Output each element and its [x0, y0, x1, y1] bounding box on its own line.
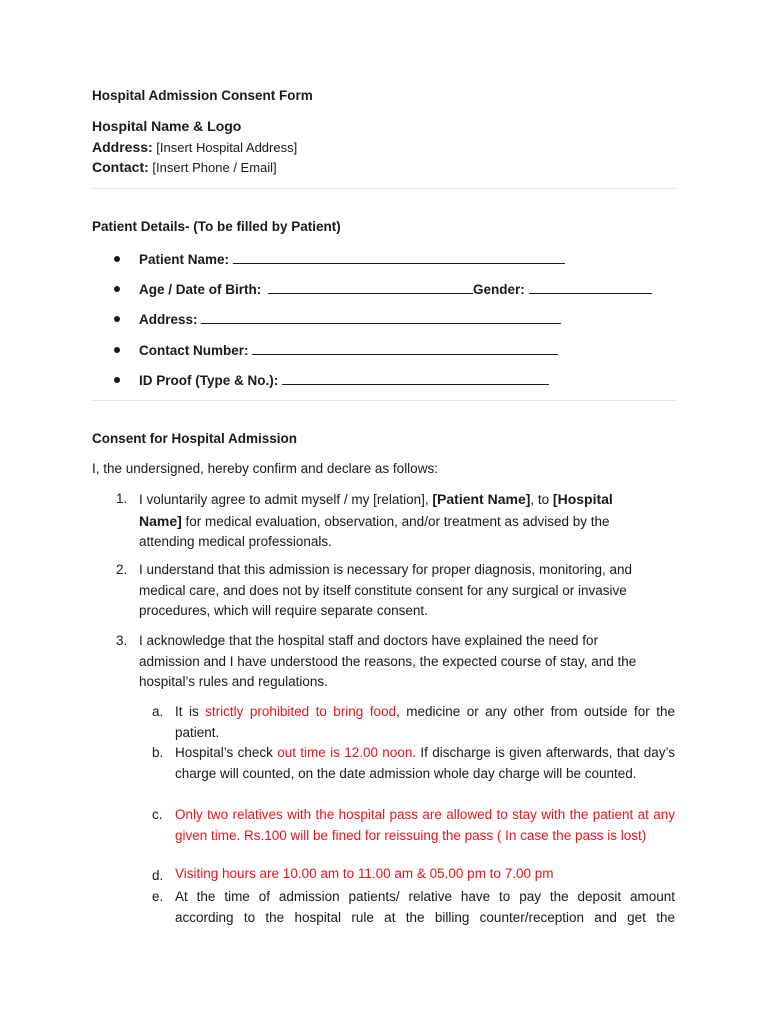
- rule-text: . If discharge is given afterwards, that day’s charge will counted, on the date admission whole day charge will be counted.: [175, 745, 675, 781]
- rule-letter: d.: [152, 868, 164, 883]
- patient-name-placeholder: [Patient Name]: [432, 491, 531, 507]
- rule-a: [175, 702, 675, 743]
- consent-intro: I, the undersigned, hereby confirm and declare as follows:: [92, 461, 438, 476]
- gender-label: Gender:: [473, 282, 525, 297]
- id-proof-blank[interactable]: [282, 371, 549, 385]
- age-dob-blank[interactable]: [268, 280, 473, 294]
- id-proof-label: ID Proof (Type & No.):: [139, 373, 279, 388]
- patient-name-field: [139, 250, 565, 267]
- contact-value: [Insert Phone / Email]: [148, 160, 277, 175]
- age-dob-label: Age / Date of Birth:: [139, 282, 262, 297]
- rule-letter: a.: [152, 704, 164, 719]
- bullet: [114, 256, 120, 262]
- rule-letter: c.: [152, 807, 163, 822]
- consent-heading: Consent for Hospital Admission: [92, 431, 298, 446]
- address-field-label: Address:: [139, 312, 198, 327]
- item-text: I voluntarily agree to admit myself / my [relation],: [139, 492, 433, 507]
- hospital-name-placeholder: [Hospital Name]: [139, 491, 613, 529]
- patient-name-blank[interactable]: [233, 250, 565, 264]
- rule-b: [175, 743, 675, 784]
- rule-c: Only two relatives with the hospital pass are allowed to stay with the patient at any given time. Rs.100 will be fined for reissuing the pass ( In case the pass is lost): [175, 807, 675, 843]
- item-number: 3.: [116, 633, 128, 648]
- contact-number-field: [139, 341, 558, 358]
- address-blank[interactable]: [201, 310, 561, 324]
- hospital-name: Hospital Name & Logo: [92, 118, 242, 134]
- rule-highlight: out time is 12.00 noon: [277, 745, 413, 760]
- address-line: [92, 139, 297, 155]
- id-proof-field: [139, 371, 549, 388]
- item-number: 1.: [116, 491, 128, 506]
- bullet: [114, 347, 120, 353]
- consent-item-2: I understand that this admission is necessary for proper diagnosis, monitoring, and medical care, and does not by itself constitute consent for any surgical or invasive procedures, which will require separate consent.: [139, 562, 633, 618]
- bullet: [114, 286, 120, 292]
- contact-label: Contact:: [92, 159, 149, 175]
- bullet: [114, 316, 120, 322]
- contact-line: [92, 159, 277, 175]
- rule-e: At the time of admission patients/ relative have to pay the deposit amount according to the hospital rule at the billing counter/reception and get the: [175, 889, 675, 925]
- rule-text: It is: [175, 704, 206, 719]
- rule-text: , medicine or any other from outside for the patient.: [175, 704, 675, 740]
- rule-highlight: strictly prohibited to bring food: [205, 704, 397, 719]
- consent-item-1: [139, 489, 659, 553]
- address-value: [Insert Hospital Address]: [152, 140, 298, 155]
- item-number: 2.: [116, 562, 128, 577]
- gender-blank[interactable]: [529, 280, 652, 294]
- consent-item-3: I acknowledge that the hospital staff and doctors have explained the need for admission and I have understood the reasons, the expected course of stay, and the hospital’s rules and regulations.: [139, 633, 637, 689]
- address-field: [139, 310, 561, 327]
- item-text: , to: [530, 492, 553, 507]
- divider: [92, 188, 676, 189]
- contact-number-label: Contact Number:: [139, 343, 249, 358]
- patient-details-heading: Patient Details- (To be filled by Patient): [92, 219, 341, 234]
- rule-d: Visiting hours are 10.00 am to 11.00 am & 05.00 pm to 7.00 pm: [175, 866, 554, 881]
- patient-name-label: Patient Name:: [139, 252, 230, 267]
- address-label: Address:: [92, 139, 153, 155]
- form-title: Hospital Admission Consent Form: [92, 88, 313, 103]
- age-gender-field: [139, 280, 652, 297]
- rule-letter: b.: [152, 745, 164, 760]
- item-text: for medical evaluation, observation, and/or treatment as advised by the attending medical professionals.: [139, 513, 610, 549]
- rule-text: Hospital’s check: [175, 745, 278, 760]
- divider: [92, 400, 676, 401]
- rule-letter: e.: [152, 889, 164, 904]
- bullet: [114, 377, 120, 383]
- contact-number-blank[interactable]: [252, 341, 558, 355]
